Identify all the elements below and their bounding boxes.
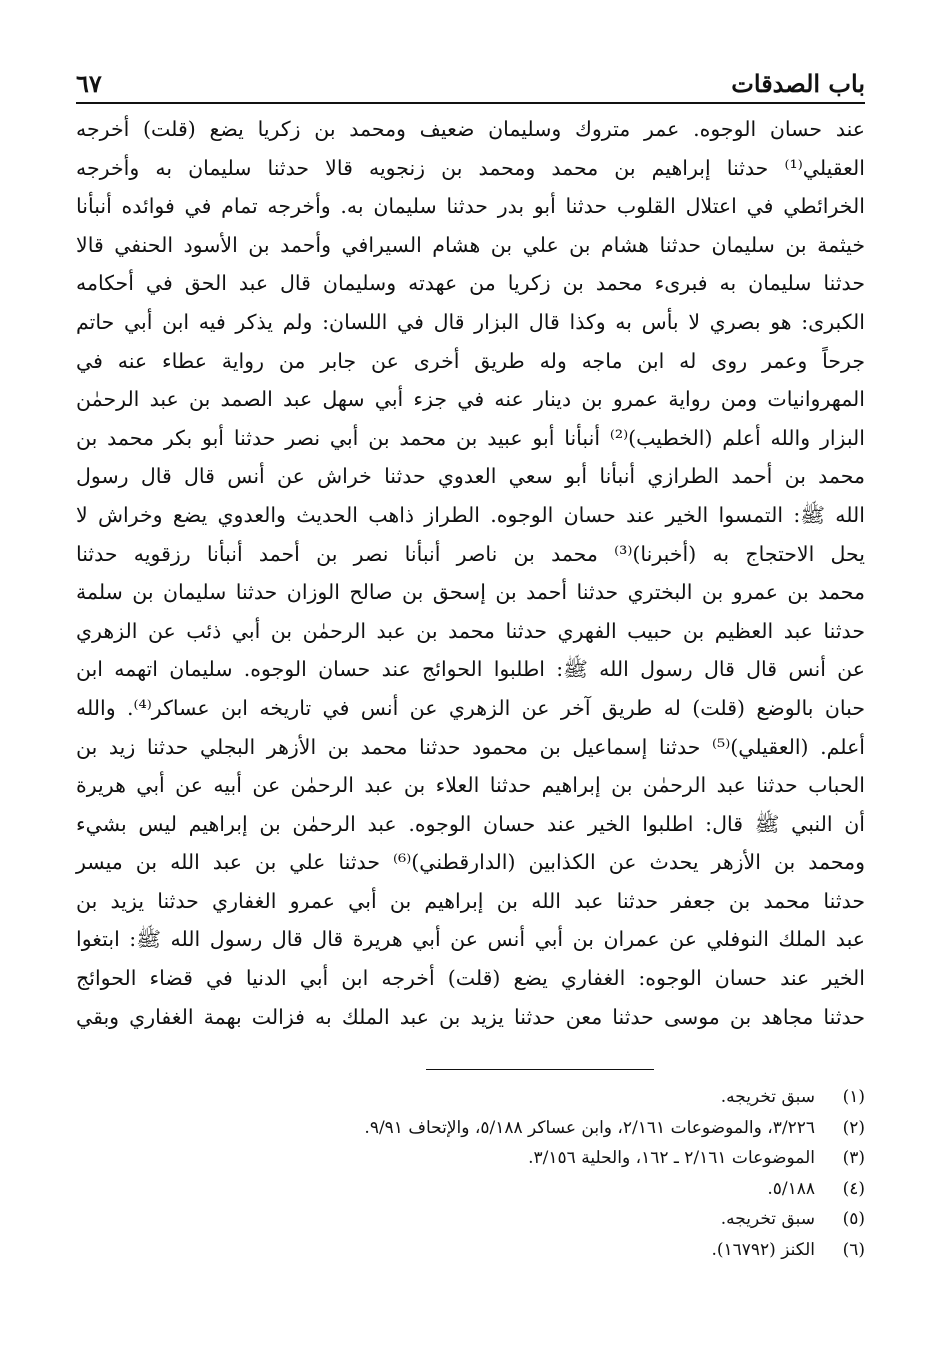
body-line: خيثمة بن سليمان حدثنا هشام بن علي بن هشام السيرافي وأحمد بن الأسود الحنفي قالا <box>76 232 865 257</box>
footnote-item <box>245 1204 865 1235</box>
body-line: الحباب حدثنا عبد الرحمٰن بن إبراهيم حدثنا العلاء بن عبد الرحمٰن عن أبيه عن أبي هريرة <box>76 773 865 798</box>
footnote-item <box>245 1143 865 1174</box>
body-line: عبد الملك النوفلي عن عمران بن أبي أنس عن أبي هريرة قال قال رسول الله ﷺ: ابتغوا <box>76 927 865 952</box>
footnote-number: (٢) <box>842 1117 865 1138</box>
page-header <box>76 58 865 104</box>
body-line: حبان بالوضع (قلت) له طريق آخر عن الزهري عن أنس في تاريخه ابن عساكر⁽⁴⁾. والله <box>76 695 866 720</box>
body-line: العقيلي⁽¹⁾ حدثنا إبراهيم بن محمد ومحمد بن زنجويه قالا حدثنا سليمان به وأخرجه <box>76 155 865 180</box>
body-line: الكبرى: هو بصري لا بأس به وكذا قال البزار قال في اللسان: ولم يذكر فيه ابن أبي حاتم <box>76 309 865 334</box>
body-line: حدثنا محمد بن جعفر حدثنا عبد الله بن إبراهيم بن أبي عمرو الغفاري حدثنا يزيد بن <box>76 888 865 913</box>
body-line: عن أنس قال قال رسول الله ﷺ: اطلبوا الحوائج عند حسان الوجوه. سليمان اتهمه ابن <box>76 657 865 682</box>
body-line: حدثنا سليمان به فبرىء محمد بن زكريا من عهدته وسليمان قال عبد الحق في أحكامه <box>76 271 865 296</box>
footnote-number: (١) <box>842 1087 865 1107</box>
body-line: ومحمد بن الأزهر يحدث عن الكذابين (الدارقطني)⁽⁶⁾ حدثنا علي بن عبد الله بن ميسر <box>76 850 865 875</box>
chapter-title: باب الصدقات <box>731 69 865 98</box>
body-text <box>76 110 865 1036</box>
body-line: حدثنا عبد العظيم بن حبيب الفهري حدثنا محمد بن عبد الرحمٰن بن أبي ذئب عن الزهري <box>76 618 865 643</box>
footnote-item <box>245 1082 865 1113</box>
body-line: البزار والله أعلم (الخطيب)⁽²⁾ أنبأنا أبو عبيد بن محمد بن أبي نصر حدثنا أبو بكر محمد بن <box>76 425 865 450</box>
page-number: ٦٧ <box>76 69 102 98</box>
footnote-text: سبق تخريجه. <box>720 1209 815 1229</box>
body-line: الله ﷺ: التمسوا الخير عند حسان الوجوه. الطراز ذاهب الحديث والعدوي يضع وخراش لا <box>76 502 865 527</box>
footnote-item <box>245 1174 865 1205</box>
footnote-number: (٥) <box>842 1209 865 1229</box>
body-line: حدثنا مجاهد بن موسى حدثنا معن حدثنا يزيد بن عبد الملك به فزالت بهمة الغفاري وبقي <box>76 1004 865 1029</box>
body-line: محمد بن أحمد الطرازي أنبأنا أبو سعي العدوي حدثنا خراش عن أنس قال قال رسول <box>76 464 865 489</box>
body-line: الخير عند حسان الوجوه: الغفاري يضع (قلت) أخرجه ابن أبي الدنيا في قضاء الحوائج <box>76 966 865 991</box>
footnote-number: (٤) <box>842 1178 865 1199</box>
footnote-text: ٣/٢٢٦، والموضوعات ٢/١٦١، وابن عساكر ٥/١٨٨، والإتحاف ٩/٩١. <box>364 1117 815 1138</box>
footnote-text: ٥/١٨٨. <box>767 1178 815 1199</box>
body-line: جرحاً وعمر روى له ابن ماجه وله طريق أخرى عن جابر من رواية عطاء عنه في <box>76 348 865 373</box>
footnote-text: سبق تخريجه. <box>720 1087 815 1107</box>
body-line: الخرائطي في اعتلال القلوب حدثنا أبو بدر حدثنا سليمان به. وأخرجه تمام في فوائده أنبأنا <box>76 194 865 219</box>
footnote-item <box>245 1235 865 1266</box>
footnote-text: الموضوعات ٢/١٦١ ـ ١٦٢، والحلية ٣/١٥٦. <box>528 1148 815 1168</box>
body-line: محمد بن عمرو بن البختري حدثنا أحمد بن إسحق بن صالح الوزان حدثنا سليمان بن سلمة <box>76 580 865 605</box>
body-line: المهروانيات ومن رواية عمرو بن دينار عنه في جزء أبي سهل عبد الصمد بن عبد الرحمٰن <box>76 387 865 412</box>
body-line: يحل الاحتجاج به (أخبرنا)⁽³⁾ محمد بن ناصر أنبأنا نصر بن أحمد أنبأنا رزقويه حدثنا <box>76 541 865 566</box>
footnote-divider <box>426 1069 654 1070</box>
body-line: عند حسان الوجوه. عمر متروك وسليمان ضعيف ومحمد بن زكريا يضع (قلت) أخرجه <box>76 117 865 141</box>
footnotes-list <box>245 1082 865 1265</box>
body-line: أعلم. (العقيلي)⁽⁵⁾ حدثنا إسماعيل بن محمود حدثنا محمد بن الأزهر البجلي حدثنا زيد بن <box>76 734 865 759</box>
body-line: أن النبي ﷺ قال: اطلبوا الخير عند حسان الوجوه. عبد الرحمٰن بن إبراهيم ليس بشيء <box>76 811 865 836</box>
footnote-text: الكنز (١٦٧٩٢). <box>711 1239 815 1260</box>
footnote-number: (٦) <box>842 1239 865 1260</box>
footnote-number: (٣) <box>842 1148 865 1168</box>
footnote-item <box>245 1113 865 1144</box>
